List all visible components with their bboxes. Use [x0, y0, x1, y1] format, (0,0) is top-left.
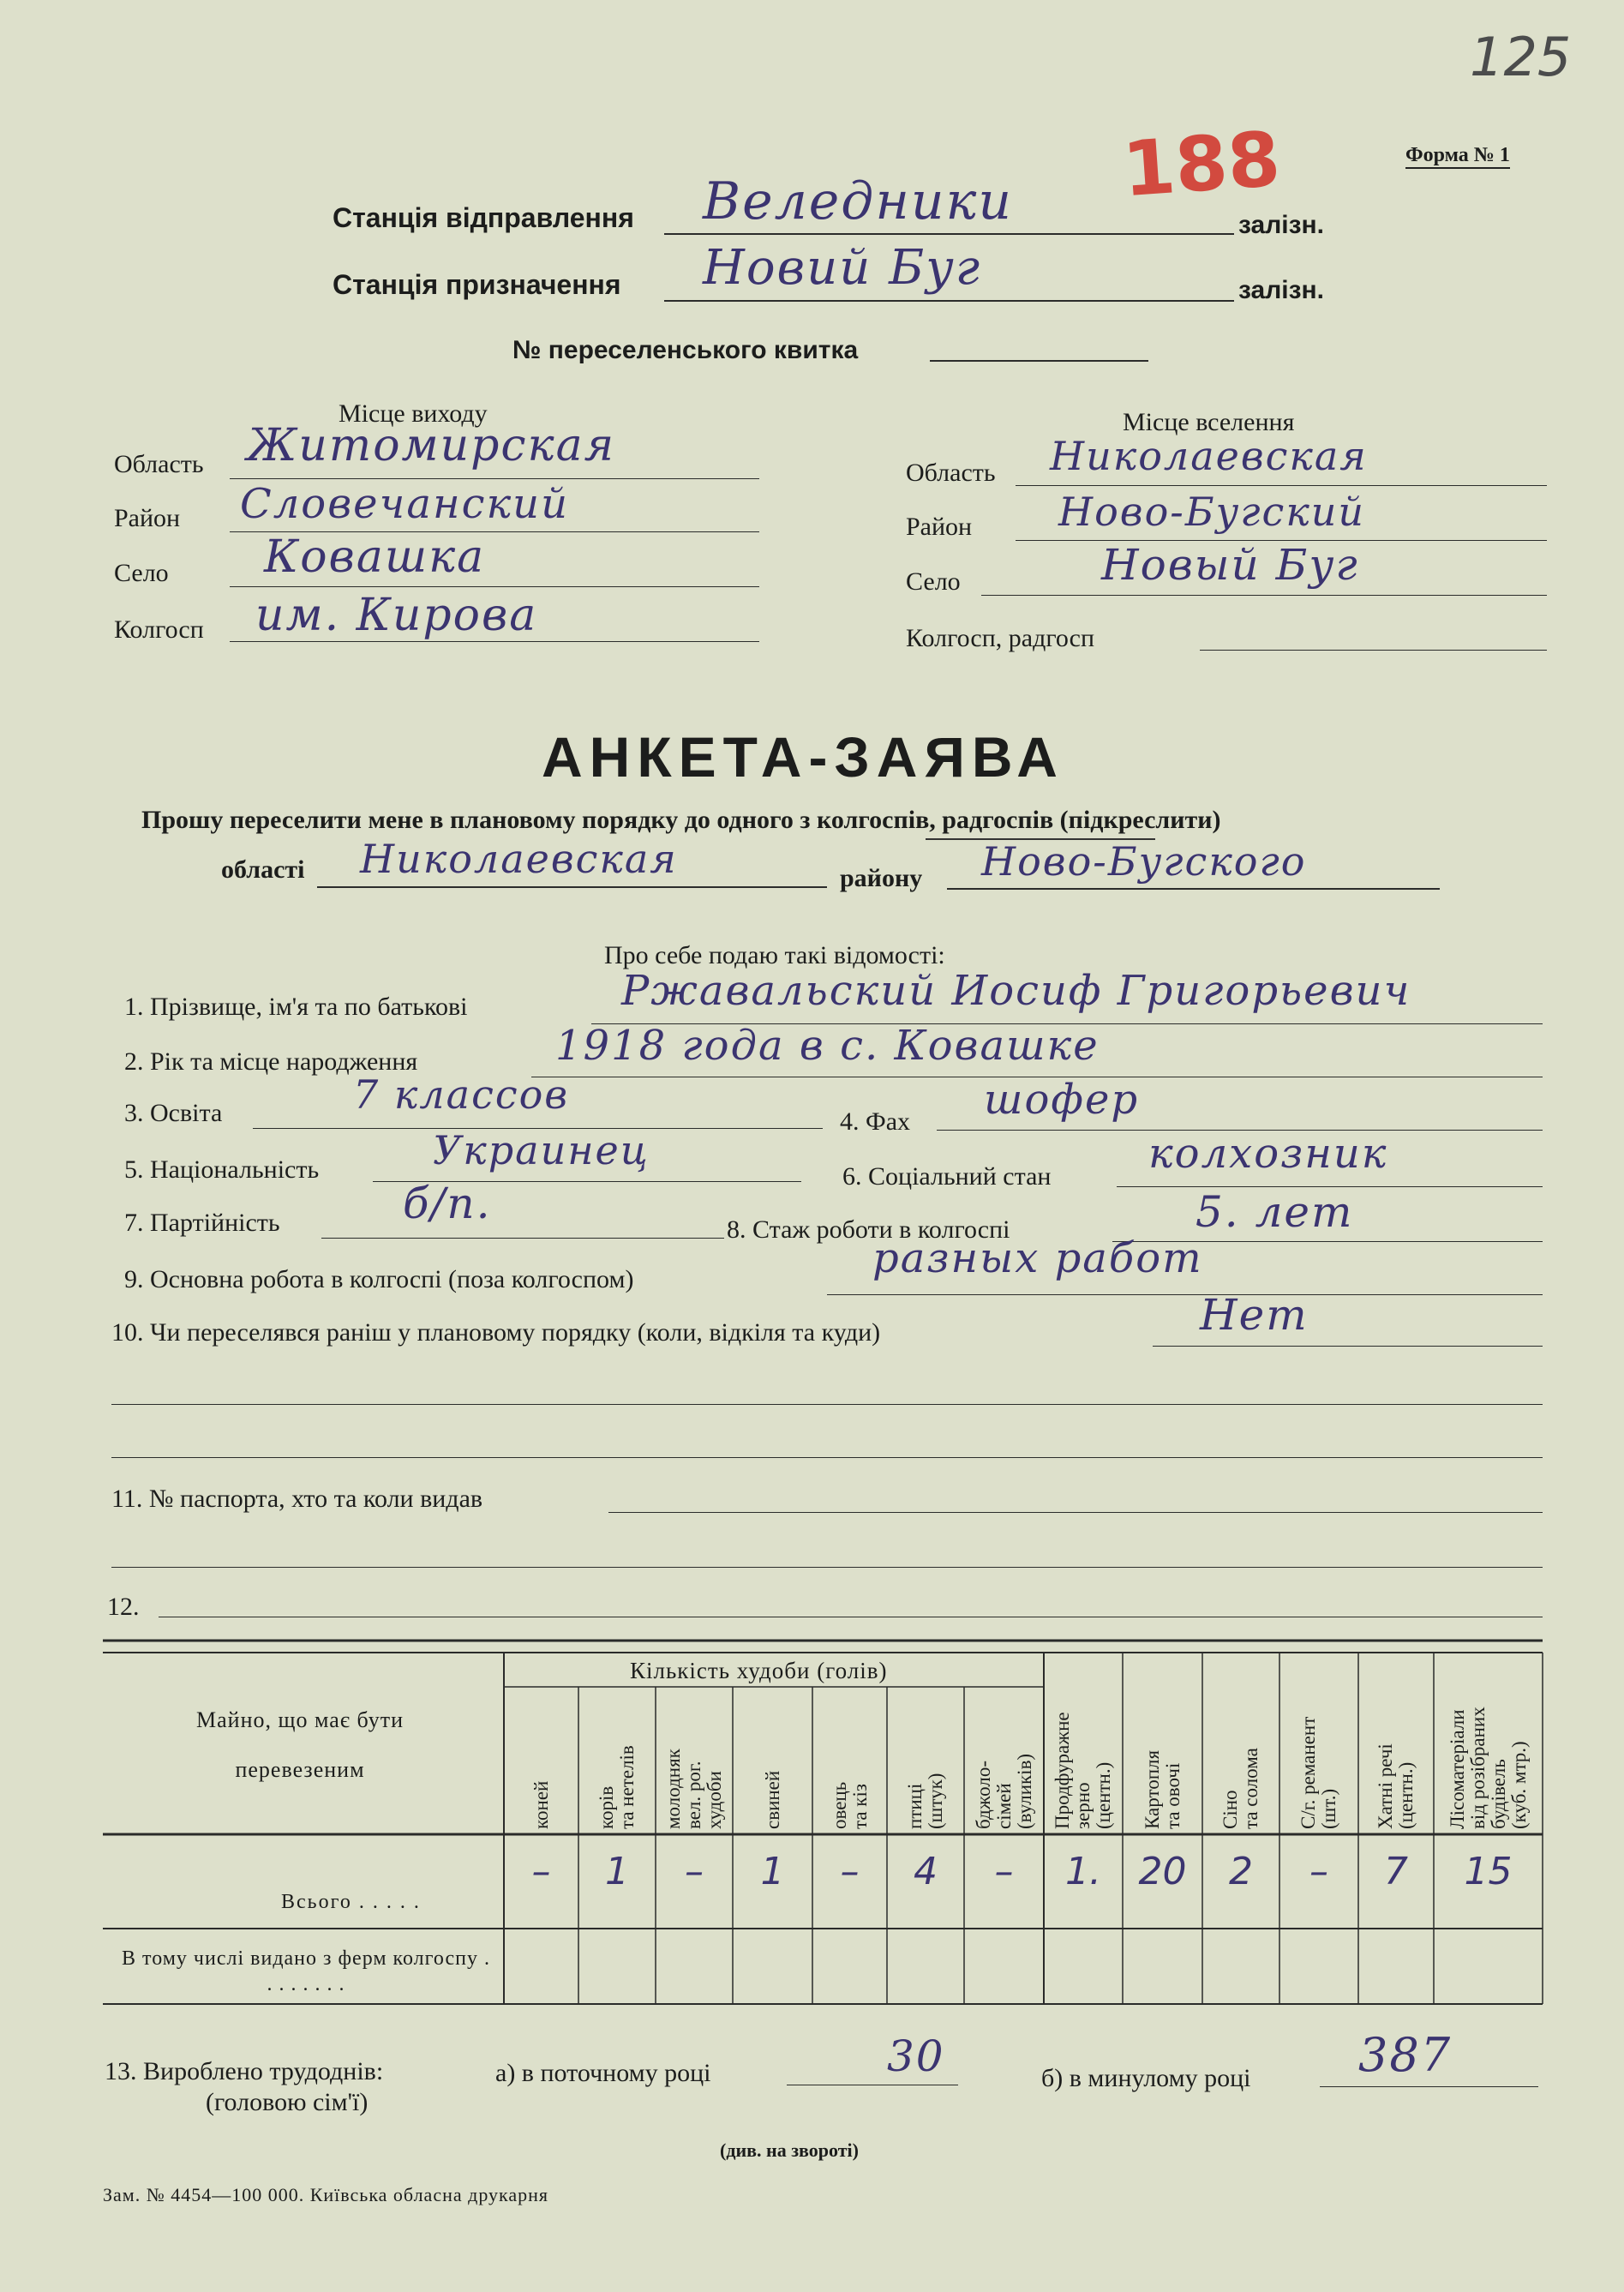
request-raion-value: Ново-Бугского	[981, 838, 1307, 885]
table-column-header: Сіно та солома	[1219, 1748, 1261, 1829]
table-farm-label: В тому числі видано з ферм колгоспу . . . . . . . .	[122, 1947, 490, 1995]
table-total-cell: 7	[1384, 1850, 1408, 1893]
dest-raion-value: Ново-Бугский	[1058, 489, 1366, 535]
q7-label: 7. Партійність	[124, 1209, 280, 1237]
origin-oblast-value: Житомирская	[247, 420, 616, 471]
q8-label: 8. Стаж роботи в колгоспі	[727, 1215, 1010, 1244]
table-column-header: Хатні речі (центн.)	[1375, 1743, 1417, 1829]
q6-value: колхозник	[1148, 1130, 1388, 1178]
origin-raion-label: Район	[114, 504, 181, 532]
q13-current-label: а) в поточному році	[495, 2059, 711, 2087]
ticket-label: № переселенського квитка	[512, 336, 859, 364]
q12-label: 12.	[107, 1593, 140, 1621]
departure-station-value: Веледники	[703, 171, 1013, 231]
destination-rail-suffix: залізн.	[1238, 276, 1324, 304]
q7-value: б/п.	[403, 1179, 492, 1228]
form-title: АНКЕТА-ЗАЯВА	[542, 725, 1064, 789]
table-total-cell: 15	[1464, 1850, 1513, 1893]
table-column-header: Картопля та овочі	[1141, 1749, 1184, 1829]
q10-label: 10. Чи переселявся раніш у плановому порядку (коли, відкіля та куди)	[111, 1318, 881, 1347]
q10-value: Нет	[1200, 1290, 1309, 1340]
table-total-cell: –	[685, 1850, 704, 1893]
q4-label: 4. Фах	[840, 1107, 911, 1136]
form-number-label: Форма № 1	[1405, 144, 1510, 169]
request-oblast-label: області	[221, 855, 305, 884]
q1-label: 1. Прізвище, ім'я та по батькові	[124, 993, 468, 1021]
origin-kolhosp-value: им. Кирова	[255, 590, 538, 641]
archive-page-number: 125	[1470, 26, 1572, 88]
q3-value: 7 классов	[353, 1071, 570, 1118]
destination-header: Місце вселення	[1123, 408, 1295, 436]
request-raion-label: району	[840, 864, 923, 892]
table-column-header: овець та кіз	[828, 1781, 871, 1829]
q13-previous-line	[1320, 2086, 1538, 2087]
destination-station-label: Станція призначення	[333, 269, 621, 300]
origin-selo-value: Ковашка	[264, 531, 486, 583]
table-total-label: Всього . . . . .	[281, 1891, 421, 1913]
table-column-header: свиней	[761, 1770, 783, 1829]
dest-kolhosp-label: Колгосп, радгосп	[906, 624, 1095, 652]
table-total-cell: –	[994, 1850, 1014, 1893]
table-total-cell: 20	[1138, 1850, 1187, 1893]
q5-value: Украинец	[433, 1127, 650, 1173]
origin-header: Місце виходу	[339, 399, 488, 428]
table-column-header: корів та нетелів	[596, 1745, 638, 1829]
table-column-header: бджоло- сімей (вуликів)	[972, 1753, 1035, 1829]
table-total-cell: –	[531, 1850, 551, 1893]
table-row-header: Майно, що має бути перевезеним	[196, 1707, 404, 1782]
see-back-note: (див. на звороті)	[720, 2139, 859, 2161]
origin-selo-label: Село	[114, 559, 169, 587]
request-oblast-value: Николаевская	[360, 836, 678, 882]
q9-label: 9. Основна робота в колгоспі (поза колгоспом)	[124, 1265, 634, 1293]
origin-oblast-label: Область	[114, 450, 204, 478]
q13-previous-label: б) в минулому році	[1041, 2064, 1251, 2092]
table-total-cell: 4	[914, 1850, 938, 1893]
table-column-header: птиці (штук)	[904, 1773, 946, 1829]
q1-value: Ржавальский Иосиф Григорьевич	[621, 967, 1411, 1015]
q9-value: разных работ	[872, 1234, 1203, 1282]
origin-kolhosp-label: Колгосп	[114, 615, 204, 644]
dest-oblast-label: Область	[906, 459, 996, 487]
table-total-cell: 1	[605, 1850, 629, 1893]
table-total-cell: 1.	[1065, 1850, 1101, 1893]
q13-previous-value: 387	[1358, 2028, 1453, 2082]
table-column-header: С/г. реманент (шт.)	[1297, 1716, 1339, 1829]
q5-label: 5. Національність	[124, 1155, 320, 1184]
departure-station-label: Станція відправлення	[333, 202, 634, 233]
dest-selo-value: Новый Буг	[1101, 540, 1359, 590]
table-total-cell: 2	[1229, 1850, 1253, 1893]
table-total-cell: 1	[760, 1850, 785, 1893]
dest-raion-label: Район	[906, 513, 973, 541]
table-column-header: молодняк вел. рог. худоби	[662, 1749, 725, 1829]
q3-label: 3. Освіта	[124, 1099, 223, 1127]
table-column-header: Продфуражне зерно (центн.)	[1052, 1712, 1114, 1829]
q2-label: 2. Рік та місце народження	[124, 1047, 418, 1076]
table-column-header: Лісоматеріали від розібраних будівель (куб. мтр.)	[1446, 1707, 1530, 1829]
q13-label: 13. Вироблено трудоднів:	[105, 2057, 384, 2085]
q2-value: 1918 года в с. Ковашке	[555, 1022, 1100, 1070]
departure-rail-suffix: залізн.	[1238, 211, 1324, 239]
request-text: Прошу переселити мене в плановому порядку до одного з колгоспів, радгоспів (підкреслити)	[141, 806, 1221, 834]
q13-sub: (головою сім'ї)	[206, 2088, 369, 2116]
dest-selo-label: Село	[906, 567, 961, 596]
q8-value: 5. лет	[1196, 1187, 1354, 1237]
intro-text: Про себе подаю такі відомості:	[604, 941, 945, 969]
destination-station-value: Новий Буг	[703, 240, 982, 296]
origin-raion-value: Словечанский	[240, 480, 569, 528]
q11-label: 11. № паспорта, хто та коли видав	[111, 1485, 483, 1513]
q4-value: шофер	[984, 1076, 1140, 1124]
q6-label: 6. Соціальний стан	[842, 1162, 1052, 1191]
printer-imprint: Зам. № 4454—100 000. Київська обласна друкарня	[103, 2184, 549, 2205]
q13-current-value: 30	[887, 2031, 945, 2081]
table-column-header: коней	[530, 1780, 552, 1829]
table-total-cell: –	[1309, 1850, 1328, 1893]
registry-number: 188	[1119, 114, 1284, 214]
table-group-header: Кількість худоби (голів)	[630, 1658, 888, 1683]
table-total-cell: –	[840, 1850, 860, 1893]
dest-oblast-value: Николаевская	[1050, 433, 1368, 479]
